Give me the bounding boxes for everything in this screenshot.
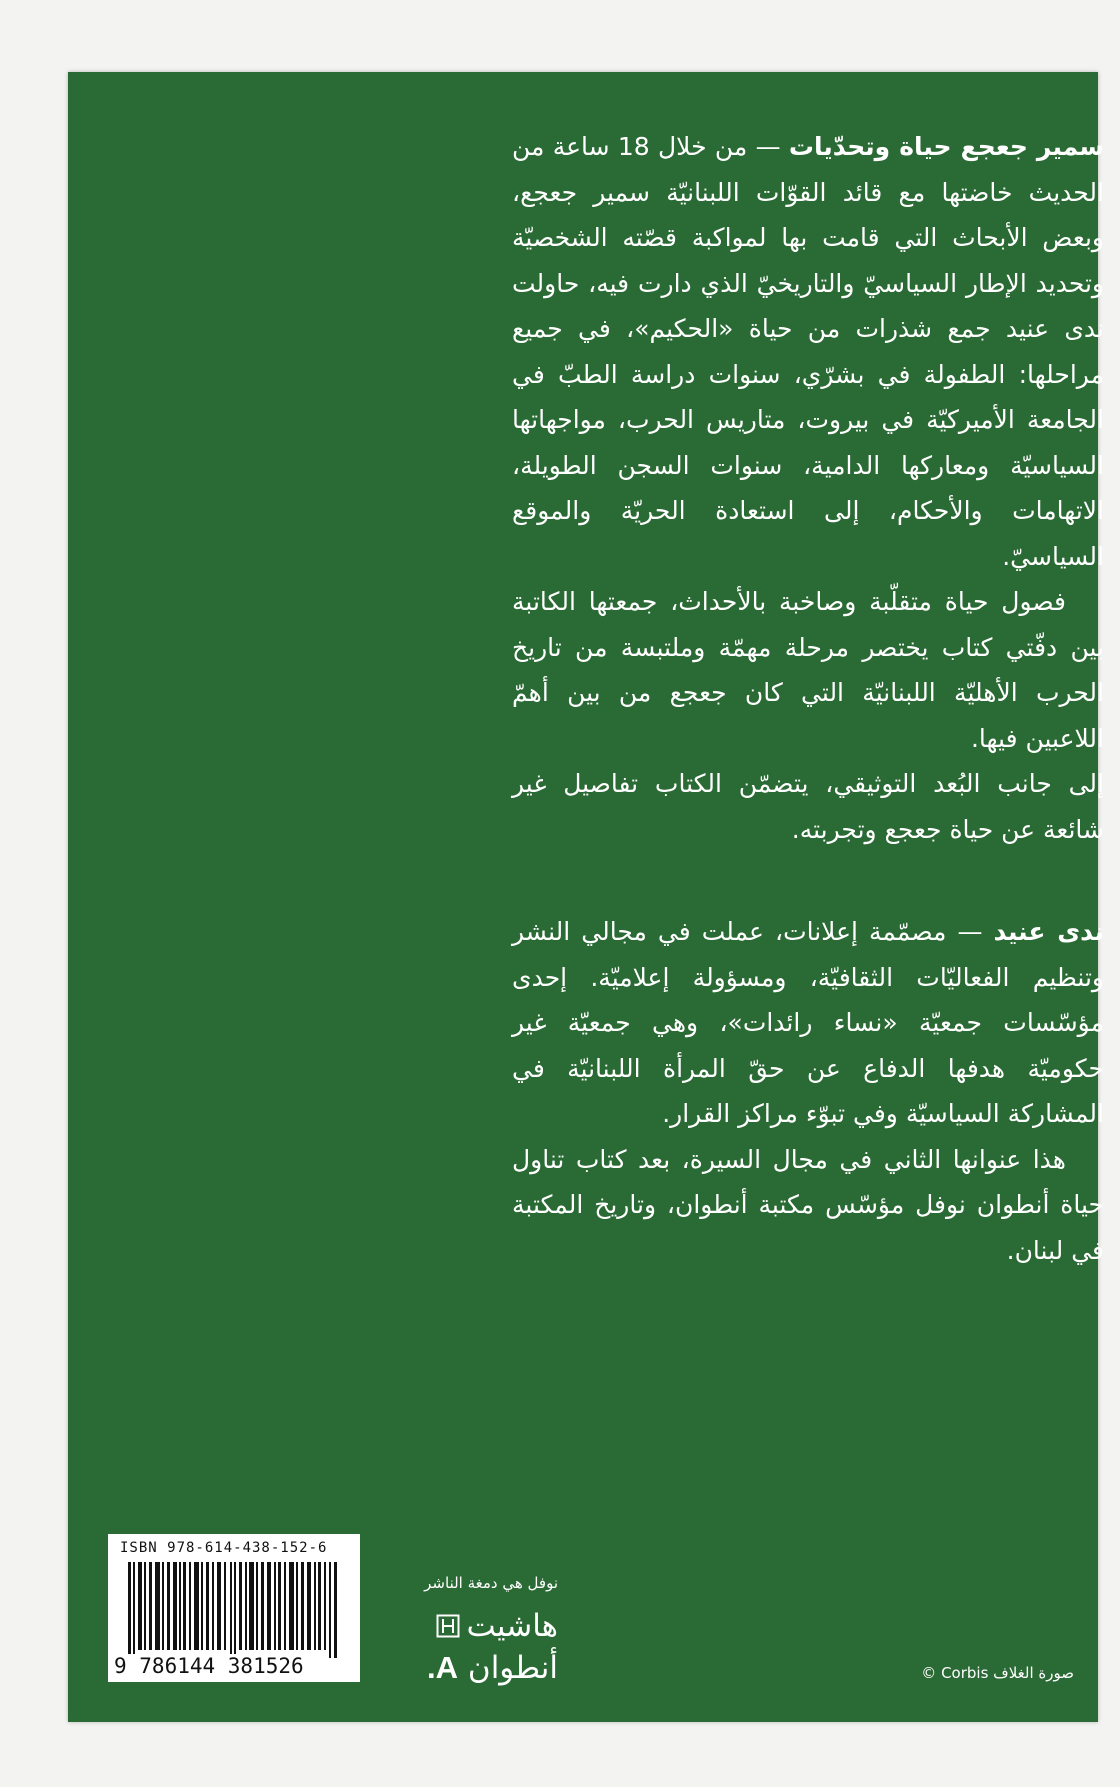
back-cover: [68, 72, 1104, 1722]
isbn-label: ISBN 978-614-438-152-6: [120, 1540, 328, 1556]
isbn-barcode: [108, 1534, 360, 1682]
author-paragraph-1: [512, 909, 1104, 1137]
blurb-column: [512, 124, 1104, 1273]
barcode-bars: [128, 1562, 342, 1658]
subject-paragraph-3: إلى جانب البُعد التوثيقي، يتضمّن الكتاب تفاصيل غير شائعة عن حياة جعجع وتجربته.: [512, 769, 1104, 844]
author-lead-text: — مصمّمة إعلانات، عملت في مجالي النشر وتنظيم الفعاليّات الثقافيّة، ومسؤولة إعلاميّة. إحدى مؤسّسات جمعيّة «نساء رائدات»، وهي جمعيّة غير حكوميّة هدفها الدفاع عن حقّ المرأة اللبنانيّة في المشاركة السياسيّة وفي تبوّء مراكز القرار.: [512, 917, 1104, 1128]
subject-paragraph-1: [512, 124, 1104, 579]
subject-lead-text: — من خلال 18 ساعة من الحديث خاضتها مع قائد القوّات اللبنانيّة سمير جعجع، وبعض الأبحاث التي قامت بها لمواكبة قصّته الشخصيّة وتحديد الإطار السياسيّ والتاريخيّ الذي دارت فيه، حاولت ندى عنيد جمع شذرات من حياة «الحكيم»، في جميع مراحلها: الطفولة في بشرّي، سنوات دراسة الطبّ في الجامعة الأميركيّة في بيروت، متاريس الحرب، مواجهاتها السياسيّة ومعاركها الدامية، سنوات السجن الطويلة، الاتهامات والأحكام، إلى استعادة الحريّة والموقع السياسيّ.: [512, 132, 1104, 571]
cover-photo-credit: صورة الغلاف Corbis ©: [921, 1664, 1074, 1682]
publisher-imprint-note: نوفل هي دمغة الناشر: [424, 1574, 558, 1592]
author-name-heading: ندى عنيد: [993, 917, 1104, 946]
antoine-logo-mark: A.: [427, 1650, 459, 1685]
hachette-logo-text: هاشيت: [466, 1608, 558, 1644]
hachette-logo: [378, 1608, 558, 1644]
book-title-heading: سمير جعجع حياة وتحدّيات: [788, 132, 1104, 161]
antoine-logo-text: أنطوان: [467, 1650, 558, 1686]
hachette-mark-icon: [436, 1614, 460, 1638]
antoine-logo: [378, 1650, 558, 1686]
subject-paragraph-2: فصول حياة متقلّبة وصاخبة بالأحداث، جمعتها الكاتبة بين دفّتي كتاب يختصر مرحلة مهمّة وملتبسة من تاريخ الحرب الأهليّة اللبنانيّة التي كان جعجع من بين أهمّ اللاعبين فيها.: [512, 587, 1104, 753]
barcode-number: 9 786144 381526: [114, 1654, 304, 1678]
author-paragraph-2: هذا عنوانها الثاني في مجال السيرة، بعد كتاب تناول حياة أنطوان نوفل مؤسّس مكتبة أنطوان، وتاريخ المكتبة في لبنان.: [512, 1144, 1104, 1265]
